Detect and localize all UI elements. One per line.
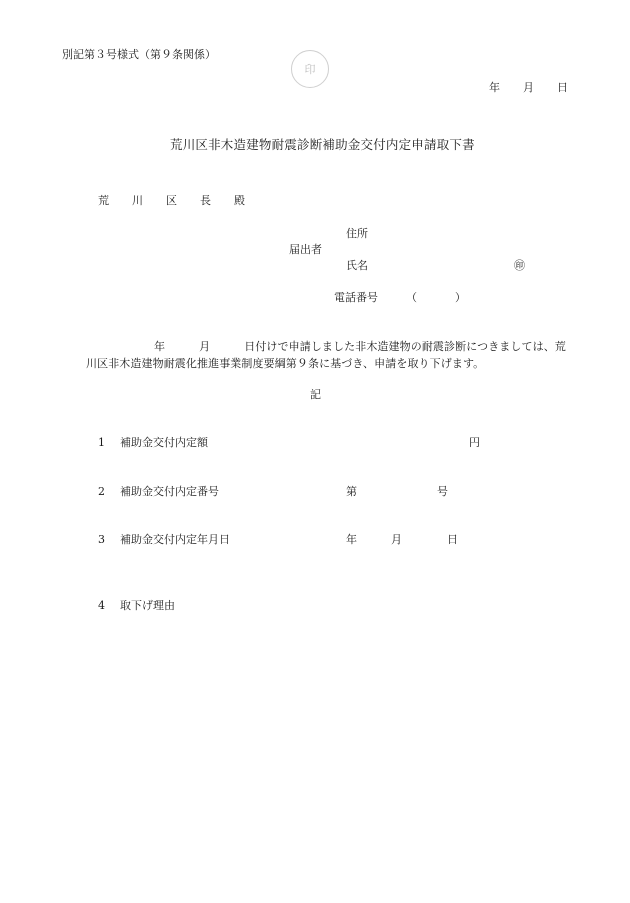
item-2-prefix: 第: [346, 485, 357, 498]
phone-close-paren: ）: [455, 291, 466, 304]
applicant-group-label: 届出者: [289, 243, 322, 256]
item-3-day: 日: [447, 533, 458, 546]
form-label: 別記第３号様式（第９条関係）: [62, 48, 216, 61]
addressee-char-1: 荒: [98, 194, 109, 207]
item-2-suffix: 号: [437, 485, 448, 498]
body-month-label: 月: [199, 340, 211, 353]
addressee-char-2: 川: [132, 194, 143, 207]
item-3-month: 月: [391, 533, 402, 546]
address-label: 住所: [346, 227, 368, 240]
body-year-label: 年: [154, 340, 166, 353]
addressee-char-4: 長: [200, 194, 211, 207]
item-3-label: 補助金交付内定年月日: [120, 533, 230, 546]
item-1-label: 補助金交付内定額: [120, 436, 208, 449]
item-2-label: 補助金交付内定番号: [120, 485, 219, 498]
item-3-number: 3: [98, 533, 105, 546]
item-2-number: 2: [98, 485, 105, 498]
item-3-year: 年: [346, 533, 357, 546]
date-year-label: 年: [489, 81, 500, 94]
item-1-suffix: 円: [469, 436, 480, 449]
body-text: 日付けで申請しました非木造建物の耐震診断につきましては、荒川区非木造建物耐震化推進事業制度要綱第９条に基づき、申請を取り下げます。: [86, 340, 566, 370]
addressee-char-5: 殿: [234, 194, 245, 207]
item-4-label: 取下げ理由: [120, 599, 175, 612]
item-4-number: 4: [98, 599, 105, 612]
date-month-label: 月: [523, 81, 534, 94]
date-day-label: 日: [557, 81, 568, 94]
seal-stamp-text: 印: [304, 63, 316, 76]
phone-label: 電話番号: [334, 291, 378, 304]
document-title: 荒川区非木造建物耐震診断補助金交付内定申請取下書: [170, 137, 475, 152]
item-1-number: 1: [98, 436, 105, 449]
seal-stamp-icon: [291, 50, 329, 88]
phone-open-paren: （: [406, 291, 417, 304]
ki-label: 記: [310, 388, 321, 401]
addressee-char-3: 区: [166, 194, 177, 207]
body-paragraph: [86, 338, 572, 372]
name-label: 氏名: [346, 259, 368, 272]
name-seal-icon: ㊞: [514, 259, 525, 272]
